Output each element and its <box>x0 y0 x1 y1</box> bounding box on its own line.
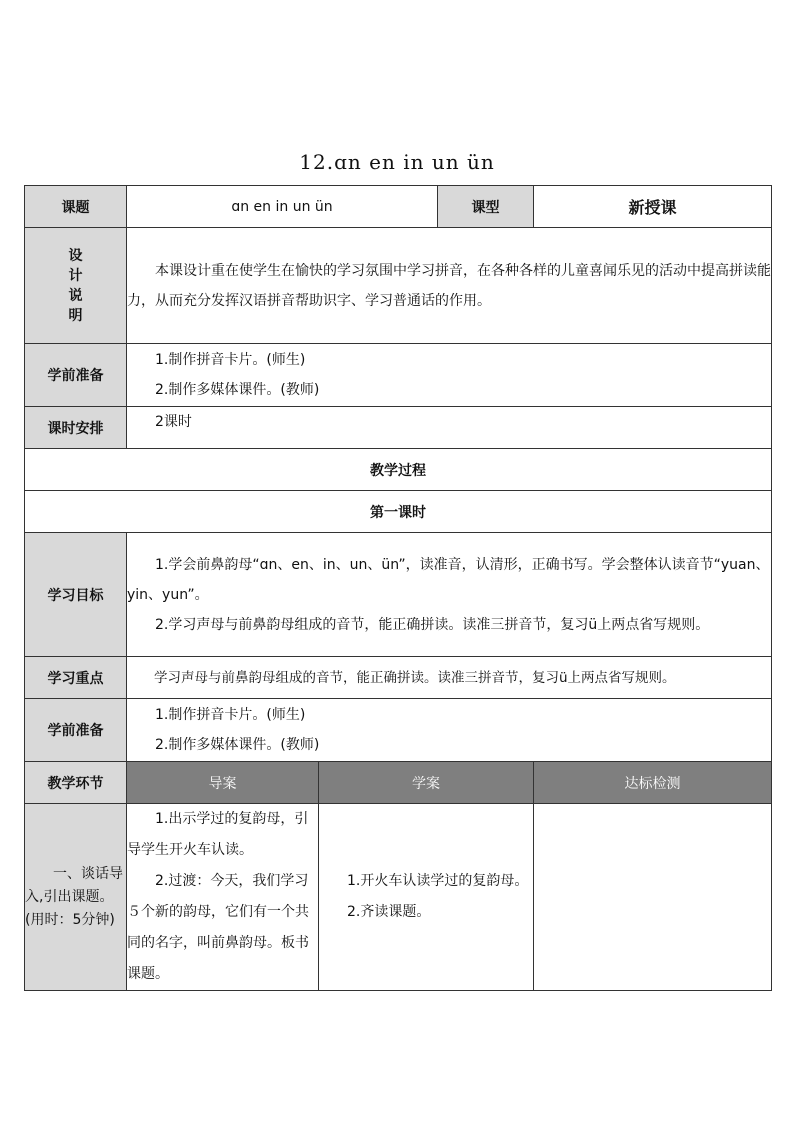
col-step-header: 教学环节 <box>25 762 127 804</box>
design-label <box>25 228 127 344</box>
col-check-header: 达标检测 <box>534 762 772 804</box>
design-label-char: 设 <box>68 247 83 264</box>
lesson-title: 第一课时 <box>25 491 772 533</box>
focus-label: 学习重点 <box>25 657 127 699</box>
design-row <box>25 228 772 344</box>
lesson-title-row <box>25 491 772 533</box>
goal-item: 2.学习声母与前鼻韵母组成的音节，能正确拼读。读准三拼音节，复习ü上两点省写规则。 <box>155 616 710 633</box>
type-label: 课型 <box>438 186 534 228</box>
step1-study-item: 2.齐读课题。 <box>347 904 431 920</box>
schedule-row <box>25 407 772 449</box>
prep2-label: 学前准备 <box>25 699 127 762</box>
design-label-char: 明 <box>68 307 83 324</box>
goals-items <box>127 533 772 657</box>
step1-guide-item: 2.过渡：今天，我们学习５个新的韵母，它们有一个共同的名字，叫前鼻韵母。板书课题。 <box>127 873 309 982</box>
design-label-char: 说 <box>68 287 83 304</box>
step1-check-cell <box>534 804 772 991</box>
schedule-value: 2课时 <box>155 414 192 430</box>
topic-label: 课题 <box>25 186 127 228</box>
topic-row <box>25 186 772 228</box>
process-title: 教学过程 <box>25 449 772 491</box>
focus-text-cell <box>127 657 772 699</box>
col-guide-header: 导案 <box>127 762 319 804</box>
focus-text: 学习声母与前鼻韵母组成的音节，能正确拼读。读准三拼音节，复习ü上两点省写规则。 <box>154 669 676 686</box>
prep-label: 学前准备 <box>25 344 127 407</box>
prep2-items <box>127 699 772 762</box>
prep-item: 2.制作多媒体课件。(教师) <box>155 382 320 398</box>
prep2-item: 1.制作拼音卡片。(师生) <box>155 707 306 723</box>
prep-item: 1.制作拼音卡片。(师生) <box>155 352 306 368</box>
schedule-value-cell <box>127 407 772 449</box>
design-label-char: 计 <box>68 267 83 284</box>
goals-row <box>25 533 772 657</box>
process-title-row <box>25 449 772 491</box>
prep-row <box>25 344 772 407</box>
schedule-label: 课时安排 <box>25 407 127 449</box>
goal-item: 1.学会前鼻韵母“ɑn、en、in、un、ün”，读准音，认清形，正确书写。学会整体认读音节“yuan、yin、yun”。 <box>127 556 770 603</box>
focus-row <box>25 657 772 699</box>
prep2-row <box>25 699 772 762</box>
step1-study-cell <box>319 804 534 991</box>
design-text-cell <box>127 228 772 344</box>
step1-guide-cell <box>127 804 319 991</box>
prep2-item: 2.制作多媒体课件。(教师) <box>155 737 320 753</box>
col-study-header: 学案 <box>319 762 534 804</box>
lesson-plan-table <box>24 185 772 991</box>
goals-label: 学习目标 <box>25 533 127 657</box>
design-text: 本课设计重在使学生在愉快的学习氛围中学习拼音，在各种各样的儿童喜闻乐见的活动中提高拼读能力，从而充分发挥汉语拼音帮助识字、学习普通话的作用。 <box>127 262 771 309</box>
step1-name-cell <box>25 804 127 991</box>
type-value: 新授课 <box>534 186 772 228</box>
prep-items <box>127 344 772 407</box>
step1-guide-item: 1.出示学过的复韵母，引导学生开火车认读。 <box>127 811 309 858</box>
step1-row <box>25 804 772 991</box>
columns-header-row <box>25 762 772 804</box>
page-title: 12.ɑn en in un ün <box>299 150 495 174</box>
step1-name: 一、谈话导入,引出课题。(用时：5分钟) <box>25 865 123 928</box>
topic-value: ɑn en in un ün <box>127 186 438 228</box>
step1-study-item: 1.开火车认读学过的复韵母。 <box>347 873 529 889</box>
